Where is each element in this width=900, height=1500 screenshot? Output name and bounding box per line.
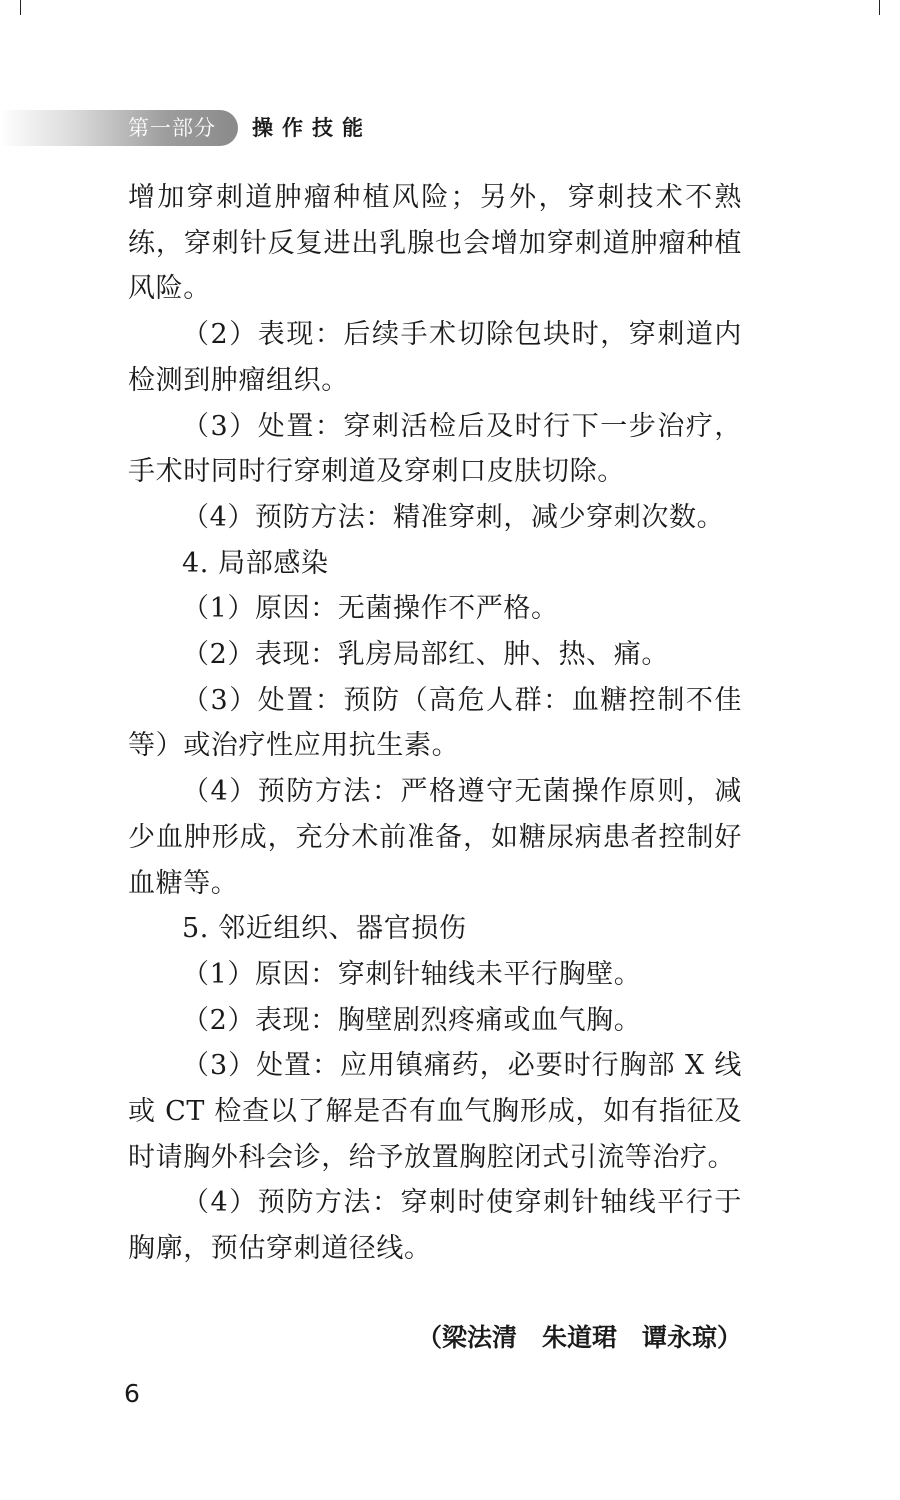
paragraph: （3）处置：应用镇痛药，必要时行胸部 X 线或 CT 检查以了解是否有血气胸形成，如有指征及时请胸外科会诊，给予放置胸腔闭式引流等治疗。 <box>128 1050 742 1173</box>
subsection-heading: 4. 局部感染 <box>182 547 329 579</box>
paragraph: （1）原因：无菌操作不严格。 <box>182 593 559 625</box>
page-number: 6 <box>124 1379 140 1408</box>
crop-mark-right <box>879 0 880 15</box>
subsection-heading: 5. 邻近组织、器官损伤 <box>182 913 467 945</box>
paragraph: （2）表现：后续手术切除包块时，穿刺道内检测到肿瘤组织。 <box>128 319 742 396</box>
paragraph: （4）预防方法：精准穿刺，减少穿刺次数。 <box>182 501 725 533</box>
page-body-text <box>128 175 742 1272</box>
paragraph: （2）表现：胸壁剧烈疼痛或血气胸。 <box>182 1004 642 1036</box>
paragraph: （4）预防方法：严格遵守无菌操作原则，减少血肿形成，充分术前准备，如糖尿病患者控制好血糖等。 <box>128 776 742 899</box>
paragraph: （1）原因：穿刺针轴线未平行胸壁。 <box>182 958 642 990</box>
paragraph: （2）表现：乳房局部红、肿、热、痛。 <box>182 639 669 671</box>
paragraph: （3）处置：穿刺活检后及时行下一步治疗，手术时同时行穿刺道及穿刺口皮肤切除。 <box>128 410 742 488</box>
crop-mark-left <box>20 0 21 15</box>
header-part-label: 第一部分 <box>128 116 216 140</box>
header-section-title: 操作技能 <box>252 116 372 140</box>
paragraph: （4）预防方法：穿刺时使穿刺针轴线平行于胸廓，预估穿刺道径线。 <box>128 1187 742 1265</box>
author-signature: （梁法清 朱道珺 谭永琼） <box>416 1323 742 1352</box>
paragraph: 增加穿刺道肿瘤种植风险；另外，穿刺技术不熟练，穿刺针反复进出乳腺也会增加穿刺道肿瘤种植风险。 <box>128 182 742 305</box>
paragraph: （3）处置：预防（高危人群：血糖控制不佳等）或治疗性应用抗生素。 <box>128 684 742 762</box>
running-header <box>0 110 900 146</box>
